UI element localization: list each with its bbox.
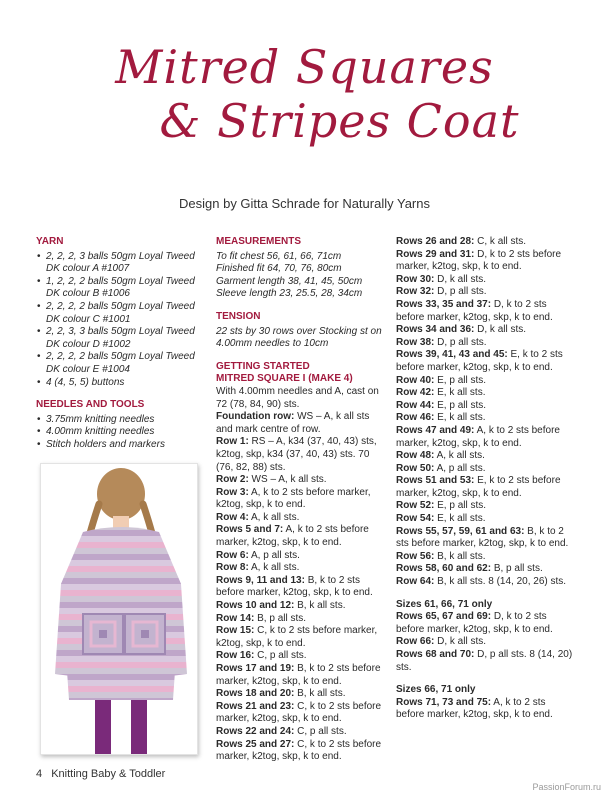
row-label: Rows 39, 41, 43 and 45: [396, 349, 508, 361]
row-label: Row 32: [396, 286, 435, 298]
row-text: C, p all sts. [254, 650, 307, 662]
instruction-row [216, 575, 388, 600]
row-label: Rows 58, 60 and 62: [396, 563, 492, 575]
row-text: E, p all sts. [434, 399, 487, 411]
row-text: C, k to 2 sts before marker, k2tog, skp, k to end. [216, 625, 378, 649]
row-label: Rows 51 and 53: [396, 475, 475, 487]
designer-byline: Design by Gitta Schrade for Naturally Yarns [179, 196, 430, 211]
row-label: Row 4: [216, 511, 249, 523]
row-text: C, p all sts. [294, 725, 347, 737]
title-line-1: Mitred Squares [115, 40, 494, 94]
list-item: • 2, 2, 2, 2 balls 50gm Loyal Tweed DK colour C #1001 [46, 301, 206, 326]
measurement-line: To fit chest 56, 61, 66, 71cm [216, 250, 342, 262]
row-text: D, k all sts. [474, 324, 527, 336]
instruction-row [396, 412, 576, 425]
instruction-row [396, 324, 576, 337]
instruction-row [216, 688, 388, 701]
row-instructions [396, 236, 576, 589]
instruction-row [216, 512, 388, 525]
list-item: • 3.75mm knitting needles [46, 414, 206, 427]
row-label: Rows 65, 67 and 69: [396, 611, 492, 623]
instruction-row [396, 563, 576, 576]
instruction-row [396, 337, 576, 350]
tension-line: 4.00mm needles to 10cm [216, 338, 329, 350]
list-item: • 4.00mm knitting needles [46, 426, 206, 439]
row-text: B, k to 2 sts before marker, k2tog, skp, k to end. [216, 663, 381, 687]
instruction-row [216, 550, 388, 563]
row-label: Row 40: [396, 374, 435, 386]
row-label: Row 6: [216, 549, 249, 561]
row-text: A, p all sts. [248, 549, 300, 561]
yarn-heading: YARN [36, 236, 64, 247]
yarn-list [36, 251, 206, 390]
instruction-row [396, 513, 576, 526]
instruction-row [216, 625, 388, 650]
row-label: Row 3: [216, 486, 249, 498]
row-label: Rows 5 and 7: [216, 524, 284, 536]
materials-column [36, 236, 206, 462]
row-text: B, k to 2 sts before marker, k2tog, skp, k to end. [396, 525, 569, 550]
row-text: A, k to 2 sts before marker, k2tog, skp, k to end. [216, 524, 369, 549]
row-label: Row 50: [396, 462, 435, 474]
row-label: Row 1: [216, 436, 249, 448]
row-label: Row 46: [396, 412, 435, 424]
row-label: Rows 47 and 49: [396, 424, 475, 436]
instruction-row [396, 236, 576, 249]
row-text: A, k all sts. [434, 450, 485, 462]
row-text: A, k all sts. [248, 511, 300, 523]
list-item: • 1, 2, 2, 2 balls 50gm Loyal Tweed DK colour B #1006 [46, 276, 206, 301]
row-label: Rows 34 and 36: [396, 324, 475, 336]
row-text: C, k to 2 sts before marker, k2tog, skp, k to end. [216, 700, 382, 725]
row-label: Rows 10 and 12: [216, 600, 295, 612]
row-label: Rows 25 and 27: [216, 738, 295, 750]
row-label: Rows 26 and 28: [396, 236, 475, 247]
row-text: B, k all sts. [434, 550, 486, 562]
row-label: Row 42: [396, 387, 435, 399]
row-label: Rows 22 and 24: [216, 725, 295, 737]
row-text: RS – A, k34 (37, 40, 43) sts, k2tog, skp, k34 (37, 40, 43) sts. 70 (76, 82, 88) sts. [216, 436, 377, 473]
row-label: Row 15: [216, 625, 255, 637]
row-label: Row 56: [396, 550, 435, 562]
row-label: Row 44: [396, 399, 435, 411]
row-text: A, k to 2 sts before marker, k2tog, skp, k to end. [396, 424, 560, 449]
row-text: D, k all sts. [434, 273, 487, 285]
measurements-heading: MEASUREMENTS [216, 236, 302, 247]
instruction-row [216, 474, 388, 487]
getting-started-heading: GETTING STARTED [216, 360, 310, 372]
row-label: Rows 21 and 23: [216, 700, 295, 712]
row-text: C, k to 2 sts before marker, k2tog, skp, k to end. [216, 738, 382, 763]
row-label: Row 2: [216, 474, 249, 486]
row-text: E, k to 2 sts before marker, k2tog, skp, k to end. [396, 475, 561, 499]
measurement-line: Garment length 38, 41, 45, 50cm [216, 275, 363, 287]
measurement-line: Finished fit 64, 70, 76, 80cm [216, 263, 342, 275]
instruction-row [216, 411, 388, 436]
instruction-row [216, 650, 388, 663]
instruction-row [396, 636, 576, 649]
row-label: Row 48: [396, 450, 435, 462]
instruction-row [216, 487, 388, 512]
row-text: A, k to 2 sts before marker, k2tog, skp, k to end. [216, 486, 371, 511]
instruction-row [216, 562, 388, 575]
instruction-row [396, 387, 576, 400]
row-text: B, p all sts. [491, 563, 543, 575]
row-label: Row 54: [396, 513, 435, 525]
instruction-row [396, 375, 576, 388]
row-text: D, k all sts. [434, 636, 487, 648]
list-item: • Stitch holders and markers [46, 439, 206, 452]
instruction-row [396, 349, 576, 374]
row-text: B, k all sts. 8 (14, 20, 26) sts. [434, 576, 567, 588]
title-line-2: & Stripes Coat [159, 94, 520, 148]
instruction-row [216, 524, 388, 549]
row-label: Row 30: [396, 273, 435, 285]
instruction-row [396, 463, 576, 476]
measurements-list [216, 251, 388, 301]
list-item: • 2, 2, 3, 3 balls 50gm Loyal Tweed DK colour D #1002 [46, 326, 206, 351]
row-text: E, k to 2 sts before marker, k2tog, skp, k to end. [396, 349, 563, 373]
row-label: Row 14: [216, 612, 255, 624]
row-label: Rows 33, 35 and 37: [396, 298, 492, 310]
instruction-row [396, 500, 576, 513]
row-text: B, p all sts. [254, 612, 307, 624]
needles-heading: NEEDLES AND TOOLS [36, 399, 145, 411]
row-label: Row 8: [216, 562, 249, 574]
row-label: Rows 18 and 20: [216, 688, 295, 700]
tension-line: 22 sts by 30 rows over Stocking st on [216, 325, 382, 337]
row-text: D, k to 2 sts before marker, k2tog, skp, k to end. [396, 248, 562, 273]
instruction-row [216, 436, 388, 474]
row-text: E, p all sts. [434, 374, 487, 386]
row-text: WS – A, k all sts and mark centre of row. [216, 411, 370, 435]
page-footer [36, 768, 165, 780]
pattern-title [0, 40, 609, 148]
row-text: A, k all sts. [248, 562, 300, 574]
instruction-row [396, 551, 576, 564]
instructions-column-2 [396, 236, 576, 722]
row-text: E, k all sts. [434, 387, 486, 399]
tension-text [216, 326, 388, 351]
instruction-row [396, 450, 576, 463]
row-label: Foundation row: [216, 411, 295, 423]
instruction-row [396, 526, 576, 551]
row-label: Rows 17 and 19: [216, 663, 295, 674]
page-number: 4 [36, 768, 43, 780]
row-label: Row 16: [216, 650, 255, 662]
instruction-row [396, 697, 576, 722]
row-text: D, p all sts. 8 (14, 20) sts. [396, 649, 573, 673]
instruction-row [216, 739, 388, 764]
row-text: D, k to 2 sts before marker, k2tog, skp, k to end. [396, 611, 553, 635]
row-instructions [396, 697, 576, 722]
instruction-row [396, 611, 576, 636]
instruction-row [396, 576, 576, 589]
instruction-row [216, 663, 388, 688]
row-text: E, p all sts. [434, 500, 487, 512]
row-label: Rows 71, 73 and 75: [396, 696, 492, 708]
row-text: E, k all sts. [434, 513, 486, 525]
instruction-row [396, 425, 576, 450]
cast-on-text: With 4.00mm needles and A, cast on 72 (78, 84, 90) sts. [216, 385, 379, 410]
row-text: WS – A, k all sts. [248, 474, 327, 486]
mitred-square-heading: MITRED SQUARE I (MAKE 4) [216, 373, 353, 385]
list-item: • 4 (4, 5, 5) buttons [46, 377, 206, 390]
instruction-row [216, 726, 388, 739]
row-instructions [216, 411, 388, 764]
instruction-row [396, 274, 576, 287]
instruction-row [216, 701, 388, 726]
row-text: B, k to 2 sts before marker, k2tog, skp, k to end. [216, 574, 373, 599]
instruction-row [396, 249, 576, 274]
instruction-row [396, 286, 576, 299]
row-text: E, k all sts. [434, 412, 486, 424]
row-label: Row 38: [396, 336, 435, 348]
magazine-name: Knitting Baby & Toddler [51, 768, 166, 780]
row-text: D, p all sts. [434, 336, 487, 348]
needles-list [36, 414, 206, 452]
row-instructions [396, 611, 576, 674]
list-item: • 2, 2, 2, 2 balls 50gm Loyal Tweed DK colour E #1004 [46, 351, 206, 376]
instruction-row [396, 649, 576, 674]
row-text: B, k all sts. [294, 600, 346, 612]
child-wearing-coat-photo [40, 463, 198, 755]
row-label: Row 52: [396, 500, 435, 512]
instruction-row [216, 600, 388, 613]
row-text: D, p all sts. [434, 286, 487, 298]
row-text: A, k to 2 sts before marker, k2tog, skp, k to end. [396, 696, 553, 721]
sizes-heading: Sizes 61, 66, 71 only [396, 598, 493, 610]
row-label: Row 64: [396, 576, 435, 588]
tension-heading: TENSION [216, 310, 261, 322]
row-label: Rows 55, 57, 59, 61 and 63: [396, 525, 525, 537]
list-item: • 2, 2, 2, 3 balls 50gm Loyal Tweed DK colour A #1007 [46, 251, 206, 276]
row-label: Rows 68 and 70: [396, 649, 475, 660]
instruction-row [216, 613, 388, 626]
row-text: D, k to 2 sts before marker, k2tog, skp, k to end. [396, 298, 553, 323]
row-label: Rows 9, 11 and 13: [216, 574, 305, 586]
coat-photo-illustration [41, 464, 197, 754]
row-label: Row 66: [396, 636, 435, 648]
sizes-heading: Sizes 66, 71 only [396, 684, 476, 696]
instruction-row [396, 400, 576, 413]
row-text: A, p all sts. [434, 462, 486, 474]
instructions-column-1 [216, 236, 388, 764]
instruction-row [396, 299, 576, 324]
row-label: Rows 29 and 31: [396, 248, 475, 260]
instruction-row [396, 475, 576, 500]
row-text: B, k all sts. [294, 688, 346, 700]
watermark: PassionForum.ru [532, 782, 601, 792]
row-text: C, k all sts. [474, 236, 527, 247]
measurement-line: Sleeve length 23, 25.5, 28, 34cm [216, 288, 363, 300]
